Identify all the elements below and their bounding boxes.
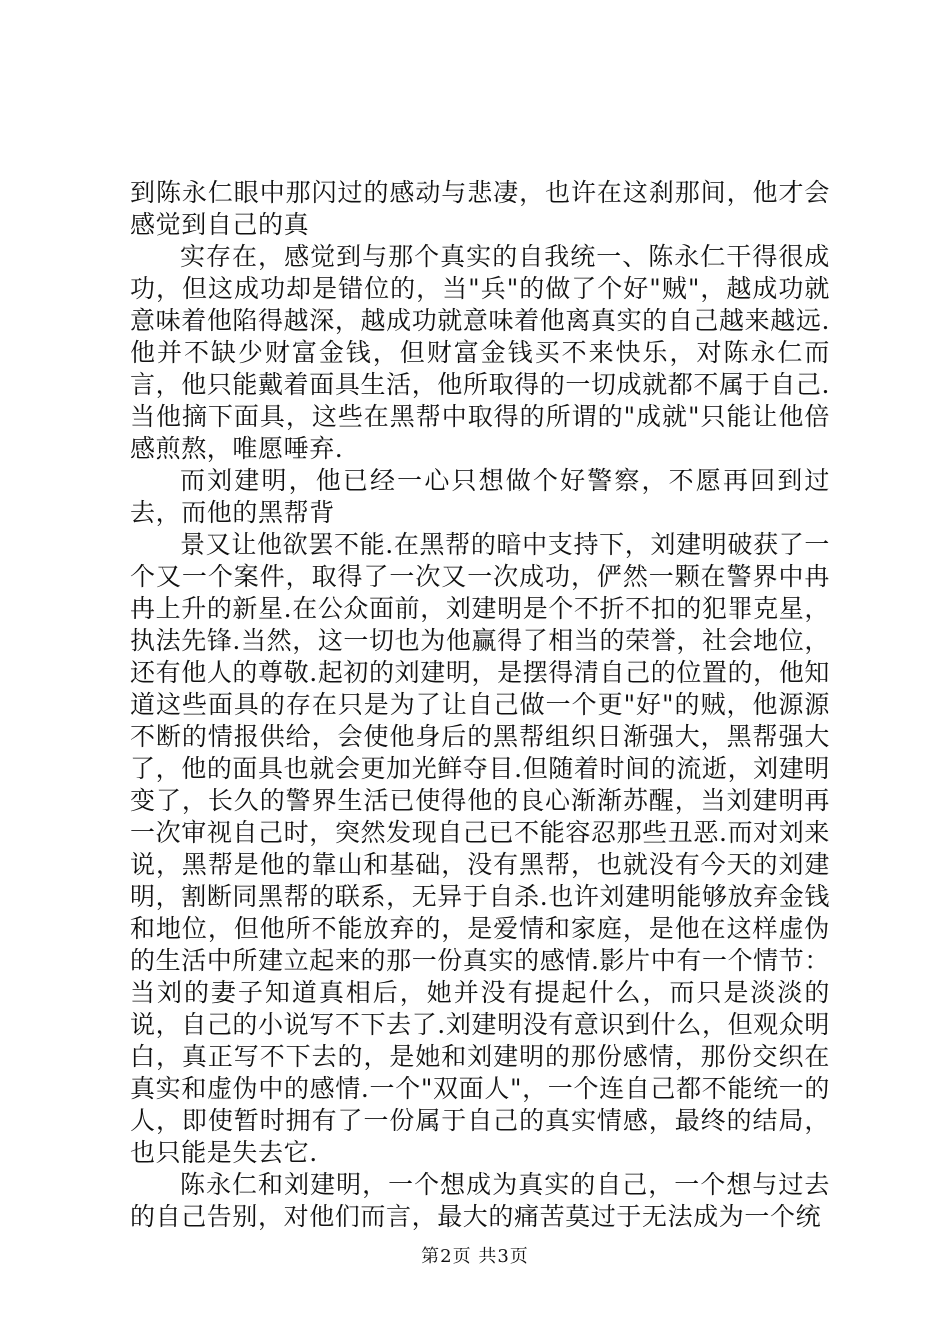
paragraph: 景又让他欲罢不能.在黑帮的暗中支持下，刘建明破获了一个又一个案件，取得了一次又一次成功，俨然一颗在警界中冉冉上升的新星.在公众面前，刘建明是个不折不扣的犯罪克星，执法先锋.当然，这一切也为他赢得了相当的荣誉，社会地位，还有他人的尊敬.起初的刘建明，是摆得清自己的位置的，他知道这些面具的存在只是为了让自己做一个更"好"的贼，他源源不断的情报供给，会使他身后的黑帮组织日渐强大，黑帮强大了，他的面具也就会更加光鲜夺目.但随着时间的流逝，刘建明变了，长久的警界生活已使得他的良心渐渐苏醒，当刘建明再一次审视自己时，突然发现自己已不能容忍那些丑恶.而对刘来说，黑帮是他的靠山和基础，没有黑帮，也就没有今天的刘建明，割断同黑帮的联系，无异于自杀.也许刘建明能够放弃金钱和地位，但他所不能放弃的，是爱情和家庭，是他在这样虚伪的生活中所建立起来的那一份真实的感情.影片中有一个情节：当刘的妻子知道真相后，她并没有提起什么，而只是淡淡的说，自己的小说写不下去了.刘建明没有意识到什么，但观众明白，真正写不下去的，是她和刘建明的那份感情，那份交织在真实和虚伪中的感情.一个"双面人"，一个连自己都不能统一的人，即使暂时拥有了一份属于自己的真实情感，最终的结局，也只能是失去它. [130,530,830,1167]
page-number-footer: 第2页 共3页 [421,1246,529,1267]
paragraph: 实存在，感觉到与那个真实的自我统一、陈永仁干得很成功，但这成功却是错位的，当"兵"的做了个好"贼"，越成功就意味着他陷得越深，越成功就意味着他离真实的自己越来越远.他并不缺少财富金钱，但财富金钱买不来快乐，对陈永仁而言，他只能戴着面具生活，他所取得的一切成就都不属于自己.当他摘下面具，这些在黑帮中取得的所谓的"成就"只能让他倍感煎熬，唯愿唾弃. [130,242,830,463]
body-text [130,177,830,1233]
paragraph: 陈永仁和刘建明，一个想成为真实的自己，一个想与过去的自己告别，对他们而言，最大的痛苦莫过于无法成为一个统 [130,1170,830,1231]
paragraph: 到陈永仁眼中那闪过的感动与悲凄，也许在这刹那间，他才会感觉到自己的真 [130,178,830,239]
paragraph: 而刘建明，他已经一心只想做个好警察，不愿再回到过去，而他的黑帮背 [130,466,830,527]
